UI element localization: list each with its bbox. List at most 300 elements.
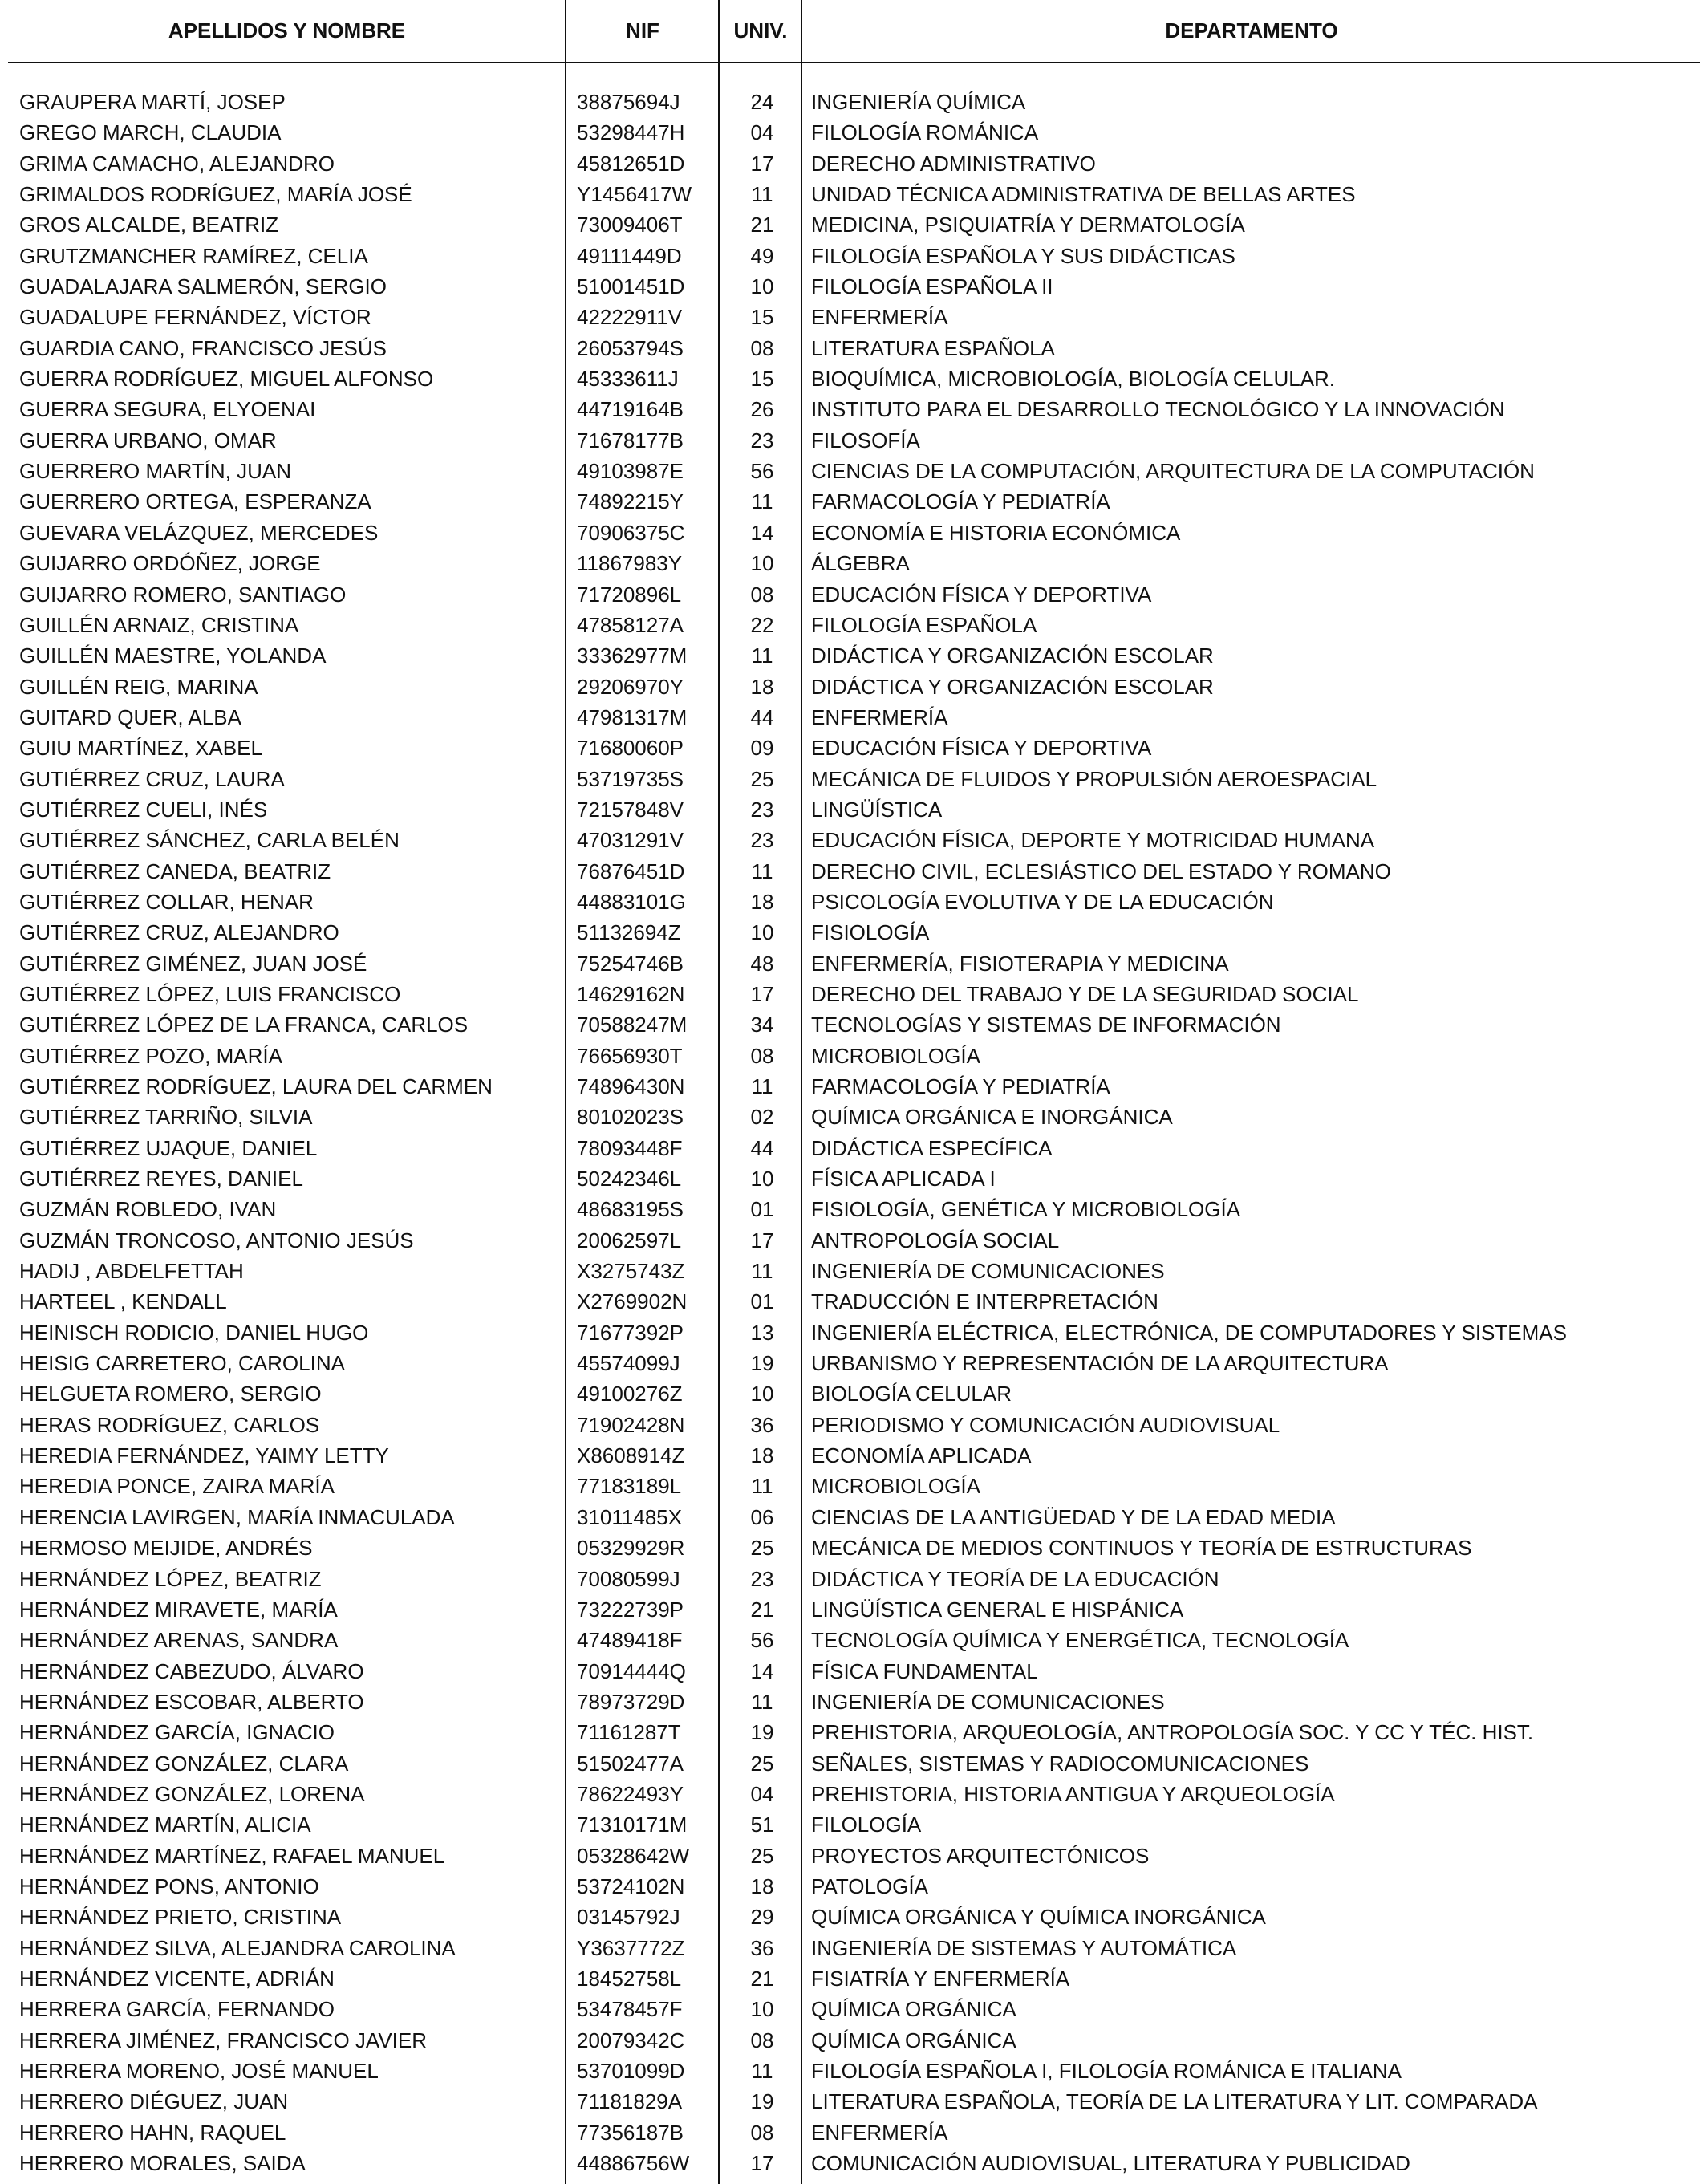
table-row bbox=[0, 856, 1700, 887]
cell-univ: 25 bbox=[750, 1536, 774, 1561]
cell-nif: 71161287T bbox=[577, 1720, 681, 1745]
cell-departamento: INSTITUTO PARA EL DESARROLLO TECNOLÓGICO Y LA INNOVACIÓN bbox=[811, 397, 1505, 422]
table-row bbox=[0, 2117, 1700, 2148]
table-row bbox=[0, 579, 1700, 610]
cell-departamento: ECONOMÍA E HISTORIA ECONÓMICA bbox=[811, 520, 1181, 545]
cell-univ: 25 bbox=[750, 766, 774, 791]
cell-departamento: FÍSICA APLICADA I bbox=[811, 1167, 996, 1191]
cell-departamento: MICROBIOLOGÍA bbox=[811, 1043, 980, 1068]
cell-departamento: FISIOLOGÍA bbox=[811, 920, 930, 945]
cell-univ: 04 bbox=[750, 120, 774, 145]
cell-univ: 08 bbox=[750, 582, 774, 607]
cell-name: GUERRERO MARTÍN, JUAN bbox=[19, 459, 291, 484]
table-row bbox=[0, 486, 1700, 517]
cell-univ: 10 bbox=[750, 551, 774, 576]
cell-nif: 14629162N bbox=[577, 981, 685, 1006]
cell-name: GUARDIA CANO, FRANCISCO JESÚS bbox=[19, 335, 387, 360]
cell-departamento: EDUCACIÓN FÍSICA Y DEPORTIVA bbox=[811, 582, 1152, 607]
cell-univ: 11 bbox=[751, 489, 773, 514]
cell-nif: 78622493Y bbox=[577, 1781, 684, 1806]
cell-departamento: FILOLOGÍA ESPAÑOLA I, FILOLOGÍA ROMÁNICA E ITALIANA bbox=[811, 2059, 1402, 2083]
table-row bbox=[0, 2056, 1700, 2086]
cell-departamento: UNIDAD TÉCNICA ADMINISTRATIVA DE BELLAS ARTES bbox=[811, 182, 1356, 207]
cell-departamento: FILOSOFÍA bbox=[811, 428, 920, 453]
table-row bbox=[0, 1286, 1700, 1317]
cell-name: HERNÁNDEZ MARTÍN, ALICIA bbox=[19, 1813, 311, 1837]
cell-name: HERNÁNDEZ CABEZUDO, ÁLVARO bbox=[19, 1658, 364, 1683]
cell-univ: 06 bbox=[750, 1504, 774, 1529]
cell-univ: 11 bbox=[751, 643, 773, 668]
cell-nif: 49100276Z bbox=[577, 1382, 683, 1407]
cell-name: GUILLÉN ARNAIZ, CRISTINA bbox=[19, 612, 299, 637]
cell-name: HEREDIA PONCE, ZAIRA MARÍA bbox=[19, 1474, 335, 1499]
cell-departamento: FILOLOGÍA ESPAÑOLA Y SUS DIDÁCTICAS bbox=[811, 243, 1235, 268]
table-row bbox=[0, 1656, 1700, 1687]
cell-name: HERRERA JIMÉNEZ, FRANCISCO JAVIER bbox=[19, 2028, 428, 2052]
cell-univ: 15 bbox=[750, 305, 774, 330]
cell-name: GUTIÉRREZ TARRIÑO, SILVIA bbox=[19, 1105, 313, 1130]
cell-name: GUTIÉRREZ REYES, DANIEL bbox=[19, 1167, 303, 1191]
cell-departamento: PREHISTORIA, ARQUEOLOGÍA, ANTROPOLOGÍA SOC. Y CC Y TÉC. HIST. bbox=[811, 1720, 1534, 1745]
cell-departamento: FILOLOGÍA bbox=[811, 1813, 922, 1837]
cell-name: HARTEEL , KENDALL bbox=[19, 1289, 227, 1314]
cell-departamento: LINGÜÍSTICA bbox=[811, 797, 943, 822]
table-row bbox=[0, 1348, 1700, 1378]
table-row bbox=[0, 948, 1700, 979]
cell-nif: 71678177B bbox=[577, 428, 684, 453]
cell-name: GUTIÉRREZ RODRÍGUEZ, LAURA DEL CARMEN bbox=[19, 1074, 493, 1098]
cell-departamento: DERECHO CIVIL, ECLESIÁSTICO DEL ESTADO Y ROMANO bbox=[811, 859, 1391, 883]
cell-departamento: DIDÁCTICA Y TEORÍA DE LA EDUCACIÓN bbox=[811, 1566, 1219, 1591]
cell-univ: 18 bbox=[750, 1873, 774, 1898]
cell-nif: 05329929R bbox=[577, 1536, 685, 1561]
cell-univ: 08 bbox=[750, 2028, 774, 2052]
header-departamento: DEPARTAMENTO bbox=[1165, 18, 1338, 43]
cell-univ: 19 bbox=[750, 2089, 774, 2114]
cell-name: HERMOSO MEIJIDE, ANDRÉS bbox=[19, 1536, 313, 1561]
table-row bbox=[0, 917, 1700, 948]
cell-univ: 17 bbox=[750, 2151, 774, 2176]
cell-univ: 02 bbox=[750, 1105, 774, 1130]
cell-departamento: COMUNICACIÓN AUDIOVISUAL, LITERATURA Y PUBLICIDAD bbox=[811, 2151, 1410, 2176]
cell-departamento: CIENCIAS DE LA COMPUTACIÓN, ARQUITECTURA DE LA COMPUTACIÓN bbox=[811, 459, 1535, 484]
cell-nif: 53719735S bbox=[577, 766, 684, 791]
table-row bbox=[0, 1378, 1700, 1409]
table-row bbox=[0, 1102, 1700, 1132]
table-row bbox=[0, 2148, 1700, 2178]
table-row bbox=[0, 1809, 1700, 1840]
cell-name: HEREDIA FERNÁNDEZ, YAIMY LETTY bbox=[19, 1443, 389, 1468]
cell-name: GUZMÁN TRONCOSO, ANTONIO JESÚS bbox=[19, 1228, 414, 1252]
table-row bbox=[0, 333, 1700, 363]
table-row bbox=[0, 887, 1700, 917]
cell-name: GUADALUPE FERNÁNDEZ, VÍCTOR bbox=[19, 305, 371, 330]
table-row bbox=[0, 1841, 1700, 1871]
table-row bbox=[0, 394, 1700, 424]
cell-univ: 14 bbox=[750, 520, 774, 545]
cell-nif: 70080599J bbox=[577, 1566, 680, 1591]
table-row bbox=[0, 518, 1700, 548]
cell-nif: 31011485X bbox=[577, 1504, 683, 1529]
table-row bbox=[0, 1471, 1700, 1501]
cell-univ: 09 bbox=[750, 736, 774, 761]
cell-univ: 44 bbox=[750, 704, 774, 729]
cell-nif: 71720896L bbox=[577, 582, 682, 607]
cell-departamento: QUÍMICA ORGÁNICA Y QUÍMICA INORGÁNICA bbox=[811, 1905, 1266, 1930]
cell-univ: 11 bbox=[751, 1074, 773, 1098]
table-row bbox=[0, 1133, 1700, 1163]
cell-univ: 34 bbox=[750, 1013, 774, 1037]
cell-nif: 51001451D bbox=[577, 274, 685, 299]
table-row bbox=[0, 1994, 1700, 2024]
cell-nif: X2769902N bbox=[577, 1289, 688, 1314]
cell-name: HERNÁNDEZ GONZÁLEZ, LORENA bbox=[19, 1781, 365, 1806]
cell-univ: 18 bbox=[750, 889, 774, 914]
cell-nif: 05328642W bbox=[577, 1843, 690, 1868]
cell-nif: 11867983Y bbox=[577, 551, 683, 576]
cell-departamento: LITERATURA ESPAÑOLA, TEORÍA DE LA LITERATURA Y LIT. COMPARADA bbox=[811, 2089, 1538, 2114]
cell-name: GUTIÉRREZ COLLAR, HENAR bbox=[19, 889, 314, 914]
cell-nif: 70914444Q bbox=[577, 1658, 686, 1683]
cell-departamento: DIDÁCTICA ESPECÍFICA bbox=[811, 1135, 1053, 1160]
cell-nif: 20079342C bbox=[577, 2028, 685, 2052]
cell-name: HERNÁNDEZ MARTÍNEZ, RAFAEL MANUEL bbox=[19, 1843, 445, 1868]
cell-nif: 51502477A bbox=[577, 1751, 684, 1776]
cell-name: GUILLÉN REIG, MARINA bbox=[19, 674, 258, 699]
cell-nif: 74892215Y bbox=[577, 489, 684, 514]
cell-departamento: INGENIERÍA ELÉCTRICA, ELECTRÓNICA, DE COMPUTADORES Y SISTEMAS bbox=[811, 1320, 1567, 1345]
cell-nif: 75254746B bbox=[577, 951, 684, 976]
cell-univ: 08 bbox=[750, 2120, 774, 2145]
table-row bbox=[0, 672, 1700, 702]
cell-nif: 47981317M bbox=[577, 704, 688, 729]
cell-nif: 74896430N bbox=[577, 1074, 685, 1098]
cell-nif: 44719164B bbox=[577, 397, 684, 422]
cell-departamento: INGENIERÍA DE SISTEMAS Y AUTOMÁTICA bbox=[811, 1935, 1237, 1960]
cell-univ: 01 bbox=[750, 1197, 774, 1222]
cell-nif: 71902428N bbox=[577, 1412, 685, 1437]
cell-univ: 19 bbox=[750, 1720, 774, 1745]
cell-nif: 26053794S bbox=[577, 335, 684, 360]
cell-univ: 10 bbox=[750, 1167, 774, 1191]
table-row bbox=[0, 764, 1700, 794]
cell-name: GUTIÉRREZ SÁNCHEZ, CARLA BELÉN bbox=[19, 828, 400, 853]
cell-univ: 11 bbox=[751, 2059, 773, 2083]
table-row bbox=[0, 2086, 1700, 2117]
table-row bbox=[0, 1317, 1700, 1348]
table-row bbox=[0, 1009, 1700, 1040]
cell-univ: 04 bbox=[750, 1781, 774, 1806]
cell-nif: 53724102N bbox=[577, 1873, 685, 1898]
cell-univ: 14 bbox=[750, 1658, 774, 1683]
cell-nif: X3275743Z bbox=[577, 1259, 685, 1284]
cell-univ: 21 bbox=[750, 1597, 774, 1622]
cell-name: GUTIÉRREZ CANEDA, BEATRIZ bbox=[19, 859, 331, 883]
table-row bbox=[0, 1440, 1700, 1471]
table-row bbox=[0, 1225, 1700, 1256]
cell-univ: 10 bbox=[750, 1997, 774, 2022]
cell-departamento: INGENIERÍA QUÍMICA bbox=[811, 90, 1026, 114]
cell-departamento: FILOLOGÍA ESPAÑOLA bbox=[811, 612, 1037, 637]
cell-nif: 29206970Y bbox=[577, 674, 684, 699]
cell-nif: 53478457F bbox=[577, 1997, 683, 2022]
cell-name: HERRERA MORENO, JOSÉ MANUEL bbox=[19, 2059, 379, 2083]
cell-univ: 29 bbox=[750, 1905, 774, 1930]
cell-name: HERNÁNDEZ ARENAS, SANDRA bbox=[19, 1628, 339, 1653]
table-body bbox=[0, 87, 1700, 2178]
table-row bbox=[0, 640, 1700, 671]
cell-nif: 73222739P bbox=[577, 1597, 684, 1622]
table-row bbox=[0, 117, 1700, 148]
cell-departamento: FILOLOGÍA ESPAÑOLA II bbox=[811, 274, 1053, 299]
cell-departamento: SEÑALES, SISTEMAS Y RADIOCOMUNICACIONES bbox=[811, 1751, 1309, 1776]
cell-nif: 72157848V bbox=[577, 797, 684, 822]
table-row bbox=[0, 610, 1700, 640]
cell-departamento: ENFERMERÍA, FISIOTERAPIA Y MEDICINA bbox=[811, 951, 1229, 976]
cell-nif: 70588247M bbox=[577, 1013, 688, 1037]
table-row bbox=[0, 302, 1700, 332]
cell-nif: 44886756W bbox=[577, 2151, 690, 2176]
cell-departamento: TECNOLOGÍA QUÍMICA Y ENERGÉTICA, TECNOLOGÍA bbox=[811, 1628, 1349, 1653]
table-row bbox=[0, 794, 1700, 825]
cell-departamento: FILOLOGÍA ROMÁNICA bbox=[811, 120, 1039, 145]
cell-name: HERRERO HAHN, RAQUEL bbox=[19, 2120, 286, 2145]
cell-name: GUTIÉRREZ CUELI, INÉS bbox=[19, 797, 268, 822]
cell-univ: 13 bbox=[750, 1320, 774, 1345]
cell-nif: 78093448F bbox=[577, 1135, 683, 1160]
cell-name: HERNÁNDEZ VICENTE, ADRIÁN bbox=[19, 1966, 335, 1991]
table-row bbox=[0, 456, 1700, 486]
cell-univ: 11 bbox=[751, 182, 773, 207]
cell-nif: 49103987E bbox=[577, 459, 684, 484]
cell-univ: 23 bbox=[750, 1566, 774, 1591]
cell-nif: 47858127A bbox=[577, 612, 684, 637]
cell-departamento: EDUCACIÓN FÍSICA Y DEPORTIVA bbox=[811, 736, 1152, 761]
cell-nif: 51132694Z bbox=[577, 920, 681, 945]
cell-nif: 49111449D bbox=[577, 243, 682, 268]
cell-departamento: LINGÜÍSTICA GENERAL E HISPÁNICA bbox=[811, 1597, 1184, 1622]
cell-nif: 71310171M bbox=[577, 1813, 688, 1837]
cell-departamento: ENFERMERÍA bbox=[811, 305, 948, 330]
cell-departamento: PERIODISMO Y COMUNICACIÓN AUDIOVISUAL bbox=[811, 1412, 1280, 1437]
cell-univ: 11 bbox=[751, 1474, 773, 1499]
header-name: APELLIDOS Y NOMBRE bbox=[168, 18, 406, 43]
cell-univ: 15 bbox=[750, 367, 774, 392]
cell-departamento: ENFERMERÍA bbox=[811, 704, 948, 729]
cell-departamento: INGENIERÍA DE COMUNICACIONES bbox=[811, 1689, 1165, 1714]
cell-nif: 48683195S bbox=[577, 1197, 684, 1222]
cell-name: HERNÁNDEZ GARCÍA, IGNACIO bbox=[19, 1720, 335, 1745]
table-row bbox=[0, 1041, 1700, 1071]
cell-univ: 11 bbox=[751, 1689, 773, 1714]
cell-univ: 25 bbox=[750, 1843, 774, 1868]
table-row bbox=[0, 1871, 1700, 1902]
cell-name: HEINISCH RODICIO, DANIEL HUGO bbox=[19, 1320, 369, 1345]
cell-univ: 10 bbox=[750, 274, 774, 299]
cell-name: GUILLÉN MAESTRE, YOLANDA bbox=[19, 643, 327, 668]
cell-departamento: MICROBIOLOGÍA bbox=[811, 1474, 980, 1499]
cell-univ: 23 bbox=[750, 797, 774, 822]
cell-univ: 21 bbox=[750, 213, 774, 237]
cell-univ: 17 bbox=[750, 981, 774, 1006]
cell-univ: 23 bbox=[750, 428, 774, 453]
cell-nif: 78973729D bbox=[577, 1689, 685, 1714]
cell-univ: 18 bbox=[750, 1443, 774, 1468]
cell-name: GUIU MARTÍNEZ, XABEL bbox=[19, 736, 262, 761]
cell-univ: 25 bbox=[750, 1751, 774, 1776]
table-row bbox=[0, 1625, 1700, 1655]
cell-name: HERNÁNDEZ LÓPEZ, BEATRIZ bbox=[19, 1566, 322, 1591]
cell-univ: 17 bbox=[750, 1228, 774, 1252]
cell-name: GUZMÁN ROBLEDO, IVAN bbox=[19, 1197, 277, 1222]
table-row bbox=[0, 2025, 1700, 2056]
cell-univ: 48 bbox=[750, 951, 774, 976]
cell-name: GUTIÉRREZ POZO, MARÍA bbox=[19, 1043, 282, 1068]
cell-departamento: FISIOLOGÍA, GENÉTICA Y MICROBIOLOGÍA bbox=[811, 1197, 1241, 1222]
header-rule bbox=[8, 62, 1700, 63]
cell-name: GRIMALDOS RODRÍGUEZ, MARÍA JOSÉ bbox=[19, 182, 412, 207]
cell-nif: 50242346L bbox=[577, 1167, 682, 1191]
cell-nif: 33362977M bbox=[577, 643, 688, 668]
cell-univ: 56 bbox=[750, 1628, 774, 1653]
cell-name: HERRERO MORALES, SAIDA bbox=[19, 2151, 306, 2176]
cell-name: GUITARD QUER, ALBA bbox=[19, 704, 241, 729]
cell-nif: 45812651D bbox=[577, 151, 685, 176]
cell-departamento: QUÍMICA ORGÁNICA bbox=[811, 2028, 1016, 2052]
table-row bbox=[0, 1748, 1700, 1779]
cell-name: GUERRA URBANO, OMAR bbox=[19, 428, 277, 453]
cell-univ: 36 bbox=[750, 1935, 774, 1960]
cell-nif: 38875694J bbox=[577, 90, 680, 114]
cell-nif: 44883101G bbox=[577, 889, 686, 914]
cell-nif: 45574099J bbox=[577, 1351, 680, 1376]
cell-nif: 03145792J bbox=[577, 1905, 680, 1930]
table-row bbox=[0, 1532, 1700, 1563]
cell-univ: 01 bbox=[750, 1289, 774, 1314]
cell-univ: 08 bbox=[750, 335, 774, 360]
cell-univ: 18 bbox=[750, 674, 774, 699]
cell-univ: 08 bbox=[750, 1043, 774, 1068]
cell-univ: 44 bbox=[750, 1135, 774, 1160]
table-row bbox=[0, 1594, 1700, 1625]
cell-departamento: FARMACOLOGÍA Y PEDIATRÍA bbox=[811, 489, 1110, 514]
cell-name: GUTIÉRREZ LÓPEZ DE LA FRANCA, CARLOS bbox=[19, 1013, 469, 1037]
table-row bbox=[0, 1163, 1700, 1194]
cell-nif: 71680060P bbox=[577, 736, 684, 761]
table-row bbox=[0, 1071, 1700, 1102]
table-row bbox=[0, 363, 1700, 394]
cell-univ: 36 bbox=[750, 1412, 774, 1437]
cell-departamento: LITERATURA ESPAÑOLA bbox=[811, 335, 1055, 360]
cell-departamento: QUÍMICA ORGÁNICA bbox=[811, 1997, 1016, 2022]
cell-departamento: BIOQUÍMICA, MICROBIOLOGÍA, BIOLOGÍA CELULAR. bbox=[811, 367, 1336, 392]
cell-departamento: MEDICINA, PSIQUIATRÍA Y DERMATOLOGÍA bbox=[811, 213, 1245, 237]
cell-name: GUERRA SEGURA, ELYOENAI bbox=[19, 397, 316, 422]
table-row bbox=[0, 1194, 1700, 1224]
cell-departamento: FISIATRÍA Y ENFERMERÍA bbox=[811, 1966, 1070, 1991]
cell-univ: 21 bbox=[750, 1966, 774, 1991]
cell-departamento: INGENIERÍA DE COMUNICACIONES bbox=[811, 1259, 1165, 1284]
cell-name: HERNÁNDEZ MIRAVETE, MARÍA bbox=[19, 1597, 338, 1622]
cell-name: HELGUETA ROMERO, SERGIO bbox=[19, 1382, 322, 1407]
table-row bbox=[0, 1963, 1700, 1994]
cell-departamento: FÍSICA FUNDAMENTAL bbox=[811, 1658, 1038, 1683]
cell-name: GUERRA RODRÍGUEZ, MIGUEL ALFONSO bbox=[19, 367, 434, 392]
cell-nif: 80102023S bbox=[577, 1105, 684, 1130]
cell-univ: 24 bbox=[750, 90, 774, 114]
cell-name: GUADALAJARA SALMERÓN, SERGIO bbox=[19, 274, 387, 299]
cell-name: GUEVARA VELÁZQUEZ, MERCEDES bbox=[19, 520, 379, 545]
cell-name: GUTIÉRREZ CRUZ, ALEJANDRO bbox=[19, 920, 339, 945]
cell-name: GUIJARRO ORDÓÑEZ, JORGE bbox=[19, 551, 321, 576]
cell-name: GRUTZMANCHER RAMÍREZ, CELIA bbox=[19, 243, 368, 268]
table-row bbox=[0, 1779, 1700, 1809]
table-row bbox=[0, 1256, 1700, 1286]
cell-name: GUTIÉRREZ GIMÉNEZ, JUAN JOSÉ bbox=[19, 951, 367, 976]
table-row bbox=[0, 733, 1700, 763]
cell-departamento: FARMACOLOGÍA Y PEDIATRÍA bbox=[811, 1074, 1110, 1098]
cell-departamento: PREHISTORIA, HISTORIA ANTIGUA Y ARQUEOLOGÍA bbox=[811, 1781, 1335, 1806]
table-row bbox=[0, 148, 1700, 179]
cell-nif: 76656930T bbox=[577, 1043, 683, 1068]
cell-univ: 26 bbox=[750, 397, 774, 422]
table-row bbox=[0, 271, 1700, 302]
cell-univ: 51 bbox=[750, 1813, 774, 1837]
table-row bbox=[0, 1717, 1700, 1748]
cell-name: HERENCIA LAVIRGEN, MARÍA INMACULADA bbox=[19, 1504, 455, 1529]
cell-nif: 47489418F bbox=[577, 1628, 683, 1653]
table-row bbox=[0, 241, 1700, 271]
cell-departamento: PATOLOGÍA bbox=[811, 1873, 928, 1898]
table-row bbox=[0, 179, 1700, 209]
cell-name: HERNÁNDEZ ESCOBAR, ALBERTO bbox=[19, 1689, 364, 1714]
table-row bbox=[0, 702, 1700, 733]
cell-univ: 10 bbox=[750, 1382, 774, 1407]
cell-departamento: ANTROPOLOGÍA SOCIAL bbox=[811, 1228, 1060, 1252]
cell-name: HEISIG CARRETERO, CAROLINA bbox=[19, 1351, 345, 1376]
cell-name: GUERRERO ORTEGA, ESPERANZA bbox=[19, 489, 371, 514]
cell-nif: 73009406T bbox=[577, 213, 683, 237]
header-univ: UNIV. bbox=[733, 18, 788, 43]
table-row bbox=[0, 979, 1700, 1009]
cell-univ: 19 bbox=[750, 1351, 774, 1376]
cell-nif: 70906375C bbox=[577, 520, 685, 545]
cell-name: GUTIÉRREZ LÓPEZ, LUIS FRANCISCO bbox=[19, 981, 401, 1006]
cell-nif: X8608914Z bbox=[577, 1443, 685, 1468]
cell-departamento: PSICOLOGÍA EVOLUTIVA Y DE LA EDUCACIÓN bbox=[811, 889, 1274, 914]
cell-departamento: DIDÁCTICA Y ORGANIZACIÓN ESCOLAR bbox=[811, 674, 1214, 699]
cell-departamento: MECÁNICA DE MEDIOS CONTINUOS Y TEORÍA DE ESTRUCTURAS bbox=[811, 1536, 1472, 1561]
table-row bbox=[0, 1564, 1700, 1594]
cell-nif: 47031291V bbox=[577, 828, 684, 853]
cell-name: GRAUPERA MARTÍ, JOSEP bbox=[19, 90, 286, 114]
cell-name: GUIJARRO ROMERO, SANTIAGO bbox=[19, 582, 347, 607]
cell-departamento: ÁLGEBRA bbox=[811, 551, 910, 576]
table-row bbox=[0, 1933, 1700, 1963]
cell-departamento: DERECHO DEL TRABAJO Y DE LA SEGURIDAD SOCIAL bbox=[811, 981, 1359, 1006]
cell-departamento: TRADUCCIÓN E INTERPRETACIÓN bbox=[811, 1289, 1158, 1314]
cell-nif: 71677392P bbox=[577, 1320, 684, 1345]
cell-name: GUTIÉRREZ CRUZ, LAURA bbox=[19, 766, 285, 791]
header-nif: NIF bbox=[626, 18, 659, 43]
cell-name: GUTIÉRREZ UJAQUE, DANIEL bbox=[19, 1135, 318, 1160]
cell-nif: 45333611J bbox=[577, 367, 679, 392]
cell-name: HADIJ , ABDELFETTAH bbox=[19, 1259, 244, 1284]
cell-departamento: QUÍMICA ORGÁNICA E INORGÁNICA bbox=[811, 1105, 1173, 1130]
cell-univ: 22 bbox=[750, 612, 774, 637]
cell-nif: 71181829A bbox=[577, 2089, 683, 2114]
cell-name: HERNÁNDEZ PRIETO, CRISTINA bbox=[19, 1905, 342, 1930]
